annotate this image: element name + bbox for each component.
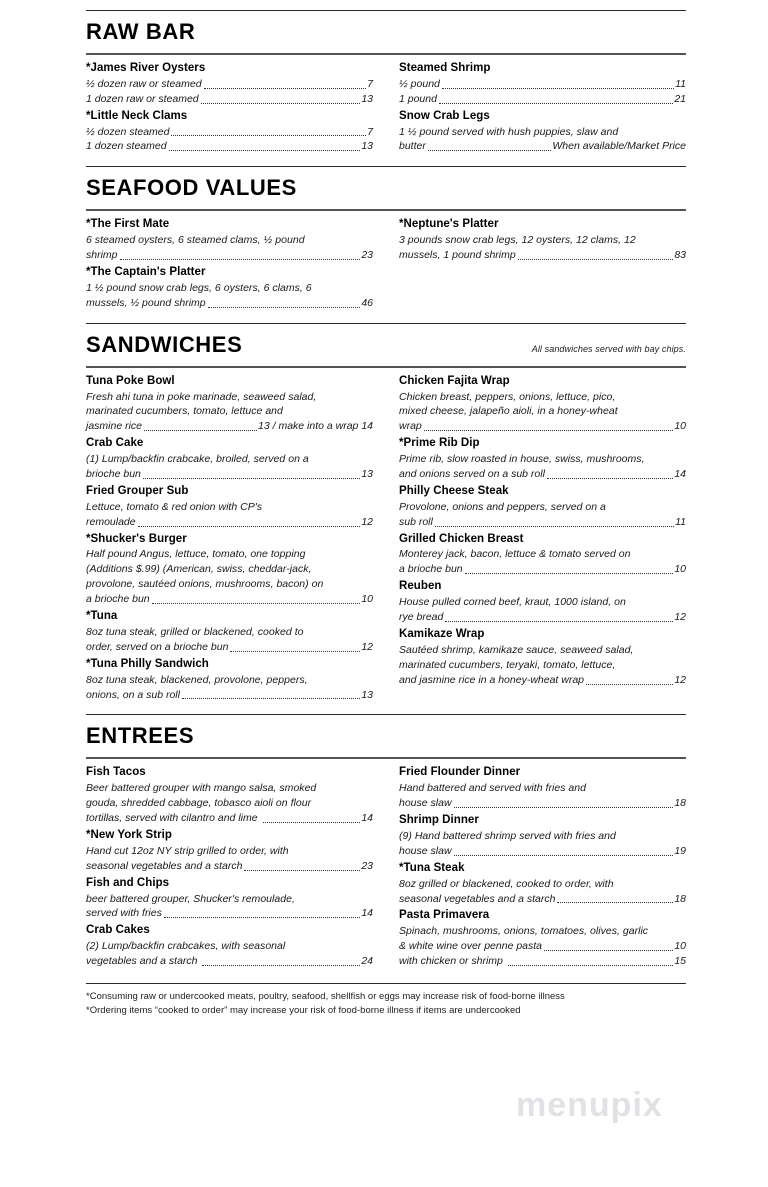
menu-item-name: Fish and Chips bbox=[86, 876, 170, 889]
dot-leader bbox=[547, 478, 673, 479]
dot-leader bbox=[263, 822, 361, 823]
section-header bbox=[86, 175, 686, 201]
dot-leader bbox=[508, 965, 674, 966]
menu-item-price-row bbox=[86, 92, 373, 107]
menu-item-description-line: Half pound Angus, lettuce, tomato, one topping bbox=[86, 548, 306, 561]
menu-item-description-line: 6 steamed oysters, 6 steamed clams, ½ pound bbox=[86, 234, 305, 247]
menu-item-price-row bbox=[399, 467, 686, 482]
menu-item-description-line: 8oz tuna steak, grilled or blackened, cooked to bbox=[86, 625, 304, 638]
menu-item-name: Crab Cake bbox=[86, 437, 144, 450]
menu-item-description-line: Fresh ahi tuna in poke marinade, seaweed salad, bbox=[86, 390, 317, 403]
menu-item-price: 12 bbox=[361, 515, 373, 528]
section-column-right bbox=[399, 374, 686, 705]
menu-item-description-line: mixed cheese, jalapeño aioli, in a honey-wheat bbox=[399, 405, 618, 418]
menu-item-price: 12 bbox=[674, 611, 686, 624]
menu-item-price-row bbox=[399, 77, 686, 92]
menu-item bbox=[399, 109, 686, 155]
menu-item-name: *Tuna Steak bbox=[399, 861, 465, 874]
menu-item bbox=[86, 609, 373, 655]
section-header bbox=[86, 723, 686, 749]
menu-item-name: Reuben bbox=[399, 580, 442, 593]
dot-leader bbox=[445, 621, 673, 622]
dot-leader bbox=[230, 651, 360, 652]
menu-item-price-row bbox=[86, 515, 373, 530]
menu-item-price-row bbox=[399, 844, 686, 859]
menu-item-description bbox=[399, 595, 686, 610]
menu-item bbox=[399, 484, 686, 530]
menu-item-price-row bbox=[86, 811, 373, 826]
menu-item-description-line: Sautéed shrimp, kamikaze sauce, seaweed salad, bbox=[399, 643, 634, 656]
menu-item-price-row bbox=[399, 562, 686, 577]
section-note: All sandwiches served with bay chips. bbox=[531, 343, 686, 354]
menu-item-price-label: tortillas, served with cilantro and lime bbox=[86, 812, 261, 825]
menu-item-description-line: 1 ½ pound served with hush puppies, slaw and bbox=[399, 125, 619, 138]
spacer bbox=[86, 11, 686, 19]
menu-item-price-row bbox=[86, 688, 373, 703]
menu-item-description bbox=[86, 500, 373, 515]
section-title: ENTREES bbox=[86, 723, 195, 749]
dot-leader bbox=[120, 259, 361, 260]
menu-item bbox=[86, 657, 373, 703]
dot-leader bbox=[152, 603, 361, 604]
menu-item-description bbox=[399, 547, 686, 562]
menu-item-price-label: wrap bbox=[399, 420, 422, 433]
menu-item-price-label: 1 dozen raw or steamed bbox=[86, 92, 199, 105]
menu-item-price: 12 bbox=[674, 673, 686, 686]
dot-leader bbox=[465, 573, 674, 574]
section-columns bbox=[86, 61, 686, 156]
dot-leader bbox=[144, 430, 257, 431]
section-column-left bbox=[86, 765, 373, 971]
footer-line-1: *Consuming raw or undercooked meats, poultry, seafood, shellfish or eggs may increase risk of food-borne illness bbox=[86, 991, 565, 1003]
dot-leader bbox=[204, 88, 367, 89]
menu-item-price-row bbox=[399, 92, 686, 107]
dot-leader bbox=[544, 950, 673, 951]
menu-item-price-label: 1 dozen steamed bbox=[86, 140, 167, 153]
menu-item-description-line: Lettuce, tomato & red onion with CP's bbox=[86, 500, 263, 513]
menu-item-name: *Little Neck Clams bbox=[86, 109, 188, 122]
menu-item-name: Pasta Primavera bbox=[399, 909, 490, 922]
menu-item-description bbox=[399, 452, 686, 467]
menu-item-name: Crab Cakes bbox=[86, 924, 150, 937]
menu-item bbox=[86, 876, 373, 922]
menu-item-description bbox=[399, 233, 686, 248]
menu-item bbox=[86, 436, 373, 482]
menu-item-description bbox=[86, 781, 373, 811]
menu-item-price: 18 bbox=[674, 797, 686, 810]
menu-item bbox=[399, 532, 686, 578]
watermark: menupix bbox=[516, 1086, 663, 1124]
menu-item-description-line: House pulled corned beef, kraut, 1000 island, on bbox=[399, 596, 626, 609]
menu-item-price-label: rye bread bbox=[399, 611, 444, 624]
dot-leader bbox=[442, 88, 674, 89]
spacer bbox=[86, 45, 686, 53]
menu-item-description-line: Spinach, mushrooms, onions, tomatoes, olives, garlic bbox=[399, 925, 649, 938]
dot-leader bbox=[208, 307, 361, 308]
menu-item-price-label: 1 pound bbox=[399, 92, 437, 105]
menu-item-description bbox=[399, 877, 686, 892]
menu-item-name: *Neptune's Platter bbox=[399, 218, 499, 231]
section-columns bbox=[86, 374, 686, 705]
section-header bbox=[86, 19, 686, 45]
menu-item-name: *The First Mate bbox=[86, 218, 170, 231]
menu-item-description bbox=[86, 233, 373, 248]
menu-item-price-label: ½ dozen steamed bbox=[86, 125, 170, 138]
footer-disclaimer bbox=[86, 990, 686, 1019]
menu-item-description bbox=[86, 844, 373, 859]
menu-item bbox=[399, 908, 686, 969]
menu-item-price-label: ½ pound bbox=[399, 77, 440, 90]
section-title: SANDWICHES bbox=[86, 331, 243, 357]
menu-item-price-label: & white wine over penne pasta bbox=[399, 940, 543, 953]
menu-section bbox=[86, 0, 686, 156]
menu-item-description-line: gouda, shredded cabbage, tobasco aioli on flour bbox=[86, 797, 312, 810]
menu-item bbox=[86, 265, 373, 311]
dot-leader bbox=[182, 698, 360, 699]
menu-item-name: Steamed Shrimp bbox=[399, 62, 491, 74]
menu-item bbox=[399, 813, 686, 859]
menu-item-price: 13 bbox=[361, 688, 373, 701]
menu-item-description bbox=[399, 643, 686, 673]
dot-leader bbox=[518, 259, 674, 260]
menu-item-price-label: seasonal vegetables and a starch bbox=[86, 859, 243, 872]
menu-item-name: Fried Flounder Dinner bbox=[399, 766, 521, 779]
dot-leader bbox=[439, 103, 673, 104]
menu-item-price-label: a brioche bun bbox=[399, 563, 463, 576]
menu-item-price-label: and onions served on a sub roll bbox=[399, 468, 545, 481]
menu-item-price: 11 bbox=[675, 515, 686, 528]
menu-item-description bbox=[86, 281, 373, 296]
menu-sections bbox=[86, 0, 686, 971]
section-columns bbox=[86, 765, 686, 971]
menu-item-description-line: Hand cut 12oz NY strip grilled to order, with bbox=[86, 844, 289, 857]
menu-item-description bbox=[86, 625, 373, 640]
dot-leader bbox=[454, 807, 674, 808]
menu-item-price-label: house slaw bbox=[399, 797, 452, 810]
menu-item-price-label: shrimp bbox=[86, 249, 118, 262]
menu-item-price-row bbox=[399, 419, 686, 434]
section-column-left bbox=[86, 61, 373, 156]
menu-item-price: 14 bbox=[361, 907, 373, 920]
dot-leader bbox=[435, 526, 674, 527]
menu-item-price: 10 bbox=[674, 563, 686, 576]
menu-item-price: 13 bbox=[361, 140, 373, 153]
dot-leader bbox=[202, 965, 360, 966]
dot-leader bbox=[164, 917, 360, 918]
menu-item-price-label: brioche bun bbox=[86, 468, 141, 481]
menu-item-name: *Tuna bbox=[86, 610, 118, 623]
menu-item-description-line: Prime rib, slow roasted in house, swiss, mushrooms, bbox=[399, 453, 645, 466]
menu-section bbox=[86, 704, 686, 971]
menu-item bbox=[399, 436, 686, 482]
menu-item-price-row bbox=[86, 467, 373, 482]
menu-item-price-row bbox=[86, 592, 373, 607]
menu-item-price: 10 bbox=[361, 593, 373, 606]
menu-item-description-line: marinated cucumbers, teryaki, tomato, lettuce, bbox=[399, 658, 616, 671]
menu-item-price-label: house slaw bbox=[399, 844, 452, 857]
menu-item-description-line: Provolone, onions and peppers, served on a bbox=[399, 500, 606, 513]
spacer bbox=[86, 324, 686, 332]
menu-item-description bbox=[86, 892, 373, 907]
menu-item-price: 19 bbox=[674, 844, 686, 857]
section-header bbox=[86, 332, 686, 358]
menu-item-name: Tuna Poke Bowl bbox=[86, 374, 175, 387]
section-column-right bbox=[399, 61, 686, 156]
spacer bbox=[86, 0, 686, 10]
section-title: SEAFOOD VALUES bbox=[86, 175, 297, 201]
menu-item-price-label: served with fries bbox=[86, 907, 162, 920]
menu-item bbox=[399, 861, 686, 907]
menu-item-description bbox=[399, 125, 686, 140]
menu-item-price-row bbox=[399, 610, 686, 625]
menu-item-price-label: mussels, ½ pound shrimp bbox=[86, 296, 206, 309]
menu-item-price: 7 bbox=[367, 77, 373, 90]
menu-item-price: 7 bbox=[367, 125, 373, 138]
menu-item-price: 21 bbox=[674, 92, 686, 105]
spacer bbox=[86, 749, 686, 757]
menu-item-price-row bbox=[399, 139, 686, 154]
menu-item-price-row bbox=[399, 954, 686, 969]
menu-section bbox=[86, 313, 686, 705]
dot-leader bbox=[244, 870, 360, 871]
section-column-right bbox=[399, 765, 686, 971]
dot-leader bbox=[143, 478, 360, 479]
menu-item bbox=[86, 765, 373, 826]
menu-item-price-row bbox=[399, 673, 686, 688]
menu-item bbox=[399, 765, 686, 811]
menu-item-price: 24 bbox=[361, 955, 373, 968]
menu-item-description bbox=[399, 829, 686, 844]
menu-item-name: *Shucker's Burger bbox=[86, 532, 187, 545]
menu-item-price: 23 bbox=[361, 859, 373, 872]
menu-item-price: When available/Market Price bbox=[552, 140, 686, 153]
menu-item-description-line: Beer battered grouper with mango salsa, smoked bbox=[86, 782, 317, 795]
spacer bbox=[86, 156, 686, 166]
dot-leader bbox=[586, 684, 673, 685]
menu-item-price-label: with chicken or shrimp bbox=[399, 955, 506, 968]
menu-item-name: Fish Tacos bbox=[86, 766, 146, 779]
menu-item-description-line: provolone, sautéed onions, mushrooms, bacon) on bbox=[86, 578, 324, 591]
menu-item-price: 15 bbox=[674, 955, 686, 968]
menu-item-description bbox=[86, 673, 373, 688]
spacer bbox=[86, 715, 686, 723]
menu-item bbox=[86, 109, 373, 155]
menu-item-price-label: remoulade bbox=[86, 515, 136, 528]
menu-item-price-row bbox=[86, 906, 373, 921]
menu-item-description-line: 8oz grilled or blackened, cooked to order, with bbox=[399, 877, 614, 890]
menu-item-price-row bbox=[86, 859, 373, 874]
menu-item-description-line: (1) Lump/backfin crabcake, broiled, served on a bbox=[86, 453, 309, 466]
menu-item-description bbox=[86, 939, 373, 954]
spacer bbox=[86, 201, 686, 209]
dot-leader bbox=[428, 150, 552, 151]
menu-item-description-line: marinated cucumbers, tomato, lettuce and bbox=[86, 405, 283, 418]
menu-item-description bbox=[86, 547, 373, 592]
section-title: RAW BAR bbox=[86, 19, 196, 44]
menu-item-price: 14 bbox=[674, 468, 686, 481]
menu-page bbox=[86, 0, 686, 1187]
menu-item-price: 11 bbox=[675, 77, 686, 90]
menu-item-description bbox=[86, 452, 373, 467]
spacer bbox=[86, 313, 686, 323]
menu-item-name: *Prime Rib Dip bbox=[399, 437, 480, 450]
menu-item-price: 83 bbox=[674, 249, 686, 262]
menu-item-price-row bbox=[399, 248, 686, 263]
section-column-right bbox=[399, 217, 686, 312]
menu-item-price-label: jasmine rice bbox=[86, 420, 143, 433]
menu-item-price-row bbox=[86, 640, 373, 655]
dot-leader bbox=[424, 430, 674, 431]
menu-item-description bbox=[399, 500, 686, 515]
section-column-left bbox=[86, 217, 373, 312]
menu-item-price-label: order, served on a brioche bun bbox=[86, 640, 229, 653]
menu-item-price-row bbox=[86, 954, 373, 969]
menu-item bbox=[399, 61, 686, 107]
section-columns bbox=[86, 217, 686, 312]
dot-leader bbox=[454, 855, 674, 856]
menu-item-name: *New York Strip bbox=[86, 829, 172, 842]
menu-item bbox=[399, 627, 686, 688]
spacer bbox=[86, 358, 686, 366]
menu-item-description bbox=[399, 781, 686, 796]
footer-line-2: *Ordering items “cooked to order” may increase your risk of food-borne illness if items are undercooked bbox=[86, 1005, 521, 1017]
menu-item bbox=[86, 217, 373, 263]
menu-item-description bbox=[399, 390, 686, 420]
menu-item bbox=[86, 923, 373, 969]
menu-item-description bbox=[86, 390, 373, 420]
menu-item-description-line: (Additions $.99) (American, swiss, cheddar-jack, bbox=[86, 563, 312, 576]
menu-item-price-row bbox=[86, 419, 373, 434]
menu-item-price-label: mussels, 1 pound shrimp bbox=[399, 249, 516, 262]
menu-item bbox=[399, 579, 686, 625]
menu-item-description-line: 8oz tuna steak, blackened, provolone, peppers, bbox=[86, 673, 308, 686]
menu-item-description-line: (9) Hand battered shrimp served with fries and bbox=[399, 829, 616, 842]
menu-item-name: Snow Crab Legs bbox=[399, 109, 490, 122]
menu-item-price: 10 bbox=[674, 940, 686, 953]
menu-item bbox=[86, 828, 373, 874]
menu-item-description-line: 3 pounds snow crab legs, 12 oysters, 12 clams, 12 bbox=[399, 234, 636, 247]
dot-leader bbox=[138, 526, 361, 527]
menu-item-price-label: seasonal vegetables and a starch bbox=[399, 892, 556, 905]
menu-item-price: 12 bbox=[361, 640, 373, 653]
menu-item-price-label: onions, on a sub roll bbox=[86, 688, 180, 701]
menu-item bbox=[86, 484, 373, 530]
menu-item-description-line: Monterey jack, bacon, lettuce & tomato served on bbox=[399, 548, 631, 561]
menu-item-price-label: a brioche bun bbox=[86, 593, 150, 606]
menu-item bbox=[86, 532, 373, 607]
menu-item-name: Shrimp Dinner bbox=[399, 814, 479, 827]
menu-item-price: 13 / make into a wrap 14 bbox=[258, 420, 373, 433]
menu-item-price: 13 bbox=[361, 92, 373, 105]
dot-leader bbox=[169, 150, 361, 151]
menu-item-price-row bbox=[399, 515, 686, 530]
section-column-left bbox=[86, 374, 373, 705]
menu-item-price-row bbox=[86, 248, 373, 263]
menu-item-price-row bbox=[399, 796, 686, 811]
spacer bbox=[86, 167, 686, 175]
menu-item-description-line: 1 ½ pound snow crab legs, 6 oysters, 6 clams, 6 bbox=[86, 281, 312, 294]
menu-item-name: *Tuna Philly Sandwich bbox=[86, 657, 209, 670]
menu-item-price: 10 bbox=[674, 420, 686, 433]
menu-item bbox=[86, 374, 373, 435]
menu-item-description-line: beer battered grouper, Shucker's remoulade, bbox=[86, 892, 295, 905]
menu-item-name: Philly Cheese Steak bbox=[399, 484, 509, 497]
menu-item-name: *The Captain's Platter bbox=[86, 266, 206, 279]
menu-item-description-line: Hand battered and served with fries and bbox=[399, 782, 586, 795]
menu-item-description-line: (2) Lump/backfin crabcakes, with seasonal bbox=[86, 940, 286, 953]
menu-item bbox=[399, 374, 686, 435]
menu-item-price: 23 bbox=[361, 249, 373, 262]
menu-item-price-row bbox=[399, 892, 686, 907]
spacer bbox=[86, 704, 686, 714]
menu-item-price: 18 bbox=[674, 892, 686, 905]
menu-item-price-row bbox=[86, 125, 373, 140]
menu-item-description bbox=[399, 924, 686, 939]
menu-item-price-row bbox=[86, 296, 373, 311]
menu-item-price: 13 bbox=[361, 468, 373, 481]
menu-item-price: 14 bbox=[361, 812, 373, 825]
dot-leader bbox=[201, 103, 361, 104]
menu-item-price-label: butter bbox=[399, 140, 426, 153]
menu-item-name: *James River Oysters bbox=[86, 62, 206, 74]
menu-item-price-label: vegetables and a starch bbox=[86, 955, 201, 968]
menu-item-price: 46 bbox=[361, 296, 373, 309]
menu-item-description-line: Chicken breast, peppers, onions, lettuce, pico, bbox=[399, 390, 616, 403]
menu-section bbox=[86, 156, 686, 312]
menu-item-name: Fried Grouper Sub bbox=[86, 484, 189, 497]
dot-leader bbox=[171, 135, 366, 136]
menu-item-name: Grilled Chicken Breast bbox=[399, 532, 524, 545]
menu-item-price-row bbox=[86, 139, 373, 154]
menu-item-price-label: and jasmine rice in a honey-wheat wrap bbox=[399, 673, 585, 686]
menu-item bbox=[399, 217, 686, 263]
dot-leader bbox=[557, 902, 673, 903]
menu-item-price-label: sub roll bbox=[399, 515, 433, 528]
menu-item-name: Chicken Fajita Wrap bbox=[399, 374, 510, 387]
menu-item-price-row bbox=[399, 939, 686, 954]
menu-item bbox=[86, 61, 373, 107]
menu-item-name: Kamikaze Wrap bbox=[399, 627, 485, 640]
menu-item-price-row bbox=[86, 77, 373, 92]
menu-item-price-label: ½ dozen raw or steamed bbox=[86, 77, 202, 90]
